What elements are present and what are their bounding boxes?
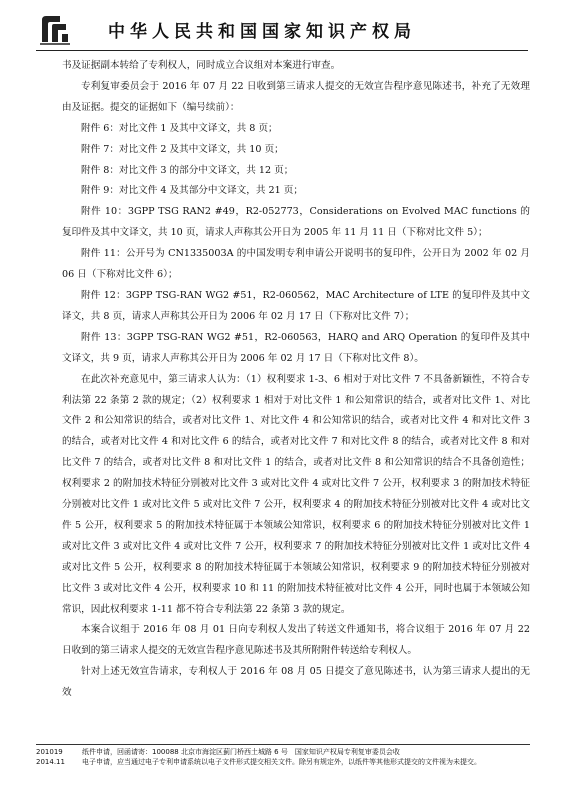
footer-divider — [36, 744, 530, 745]
paragraph: 附件 9：对比文件 4 及其部分中文译文，共 21 页； — [81, 185, 303, 197]
paragraph: 附件 10：3GPP TSG RAN2 #49，R2-052773，Considerations on Evolved MAC functions 的复印件及其中文译文，共 10 页，请求人声称其公开日为 2005 年 11 月 11 日（下称对比文件 5）； — [62, 206, 530, 239]
paragraph: 附件 7：对比文件 2 及其中文译文，共 10 页； — [81, 143, 284, 155]
paragraph: 专利复审委员会于 2016 年 07 月 22 日收到第三请求人提交的无效宣告程序意见陈述书，补充了无效理由及证据。提交的证据如下（编号续前）： — [62, 80, 530, 113]
footer-form-code: 201019 — [36, 748, 63, 756]
header-title: 中华人民共和国国家知识产权局 — [108, 22, 416, 42]
paragraph: 本案合议组于 2016 年 08 月 01 日向专利权人发出了转送文件通知书，将合议组于 2016 年 07 月 22 日收到的第三请求人提交的无效宣告程序意见陈述书及其所附附件转送给专利权人。 — [62, 624, 530, 657]
footer-row-electronic — [36, 758, 530, 768]
paragraph: 附件 6：对比文件 1 及其中文译文，共 8 页； — [81, 122, 278, 134]
paragraph: 针对上述无效宣告请求，专利权人于 2016 年 08 月 05 日提交了意见陈述书，认为第三请求人提出的无效 — [62, 666, 530, 699]
header-divider — [36, 50, 528, 51]
cnipa-logo-icon — [38, 12, 72, 46]
footer-paper-notice: 纸件申请，回函请寄：100088 北京市海淀区蓟门桥西土城路 6 号 国家知识产权局专利复审委员会收 — [82, 748, 400, 756]
footer-form-date: 2014.11 — [36, 757, 65, 766]
paragraph: 附件 8：对比文件 3 的部分中文译文，共 12 页； — [81, 164, 294, 176]
document-body — [62, 56, 530, 704]
page-header — [0, 0, 565, 50]
paragraph: 附件 12：3GPP TSG-RAN WG2 #51，R2-060562，MAC Architecture of LTE 的复印件及其中文译文，共 8 页，请求人声称其公开日为 2006 年 02 月 17 日（下称对比文件 7）； — [62, 289, 530, 322]
paragraph: 在此次补充意见中，第三请求人认为：（1）权利要求 1-3、6 相对于对比文件 7 不具备新颖性，不符合专利法第 22 条第 2 款的规定；（2）权利要求 1 相对于对比文件 1 和公知常识的结合，或者对比文件 1、对比文件 2 和公知常识的结合，或者对比文件 1、对比文件 4 和公知常识的结合，或者对比文件 4 和对比文件 3 的结合，或者对比文件 4 和对比文件 6 的结合，或者对比文件 7 和对比文件 8 的结合，或者对比文件 8 和对比文件 7 的结合，或者对比文件 8 和对比文件 1 的结合，或者对比文件 8 和公知常识的结合不具备创造性；权利要求 2 的附加技术特征分别被对比文件 3 或对比文件 4 或对比文件 7 公开，权利要求 3 的附加技术特征分别被对比文件 1 或对比文件 5 或对比文件 7 公开，权利要求 4 的附加技术特征分别被对比文件 4 或对比文件 5 公开，权利要求 5 的附加技术特征属于本领域公知常识，权利要求 6 的附加技术特征分别被对比文件 1 或对比文件 3 或对比文件 4 或对比文件 7 公开，权利要求 7 的附加技术特征分别被对比文件 1 或对比文件 4 或对比文件 5 公开，权利要求 8 的附加技术特征属于本领域公知常识，权利要求 9 的附加技术特征分别被对比文件 3 或对比文件 4 公开，权利要求 10 和 11 的附加技术特征被对比文件 4 公开，同时也属于本领域公知常识，因此权利要求 1-11 都不符合专利法第 22 条第 3 款的规定。 — [62, 373, 530, 615]
footer-row-paper — [36, 748, 530, 758]
paragraph: 附件 11：公开号为 CN1335003A 的中国发明专利申请公开说明书的复印件，公开日为 2002 年 02 月 06 日（下称对比文件 6）； — [62, 248, 530, 281]
paragraph: 附件 13：3GPP TSG-RAN WG2 #51，R2-060563，HARQ and ARQ Operation 的复印件及其中文译文，共 9 页，请求人声称其公开日为 2006 年 02 月 17 日（下称对比文件 8）。 — [62, 331, 530, 364]
page-footer — [36, 748, 530, 767]
footer-electronic-notice: 电子申请，应当通过电子专利申请系统以电子文件形式提交相关文件。除另有规定外，以纸件等其他形式提交的文件视为未提交。 — [82, 757, 481, 766]
paragraph: 书及证据副本转给了专利权人，同时成立合议组对本案进行审查。 — [62, 60, 341, 71]
